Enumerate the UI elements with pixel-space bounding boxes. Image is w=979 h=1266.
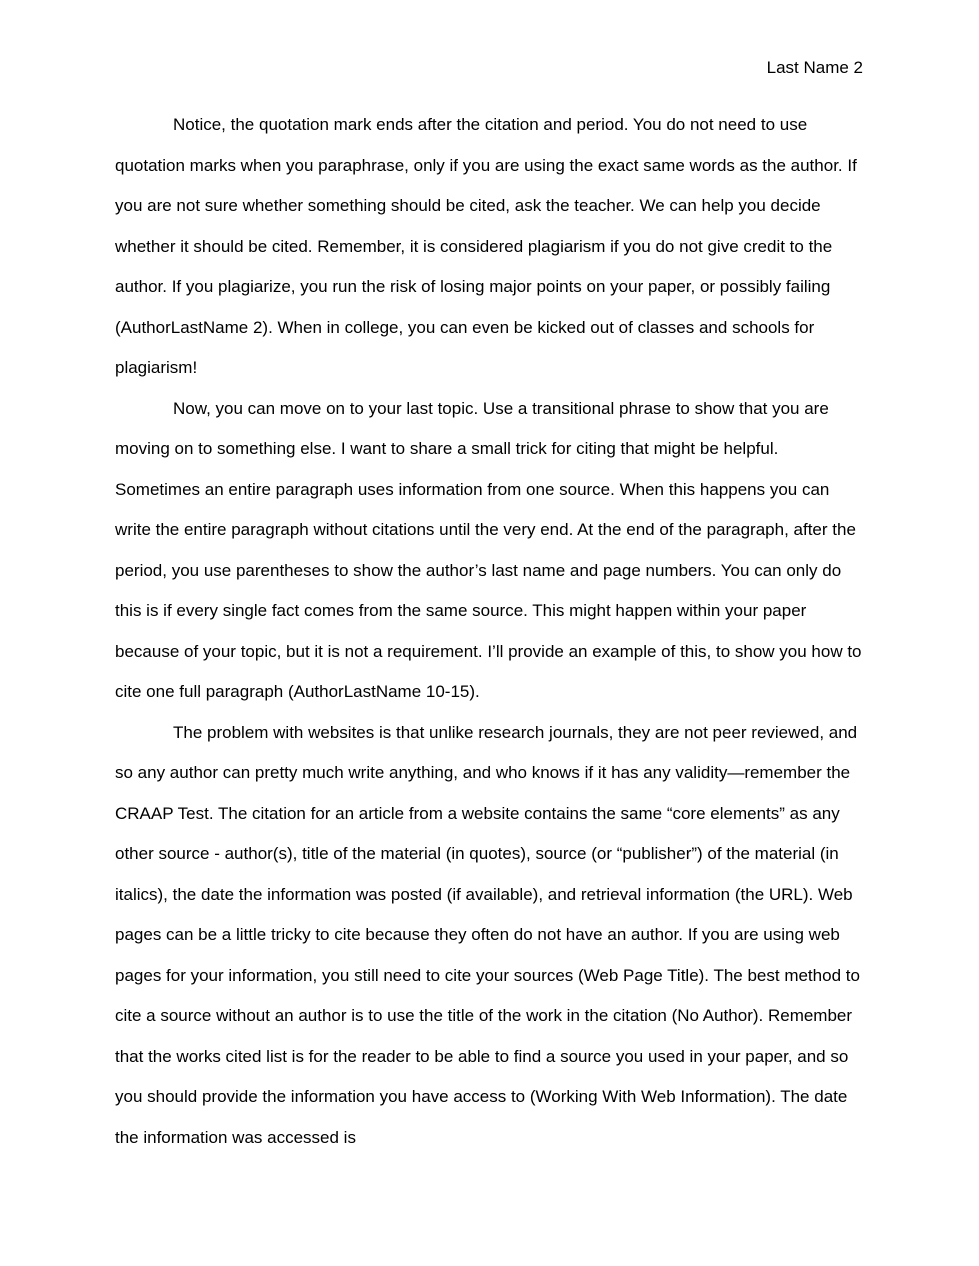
- paragraph-plagiarism: Notice, the quotation mark ends after the citation and period. You do not need to use quotation marks when you paraphrase, only if you are using the exact same words as the author. If you are not sure whether something should be cited, ask the teacher. We can help you decide whether it should be cited. Remember, it is considered plagiarism if you do not give credit to the author. If you plagiarize, you run the risk of losing major points on your paper, or possibly failing (AuthorLastName 2). When in college, you can even be kicked out of classes and schools for plagiarism!: [115, 115, 857, 377]
- paragraph-citing-trick: Now, you can move on to your last topic. Use a transitional phrase to show that you are moving on to something else. I want to share a small trick for citing that might be helpful. Sometimes an entire paragraph uses information from one source. When this happens you can write the entire paragraph without citations until the very end. At the end of the paragraph, after the period, you use parentheses to show the author’s last name and page numbers. You can only do this is if every single fact comes from the same source. This might happen within your paper because of your topic, but it is not a requirement. I’ll provide an example of this, to show you how to cite one full paragraph (AuthorLastName 10-15).: [115, 398, 862, 701]
- paragraph-websites: The problem with websites is that unlike research journals, they are not peer reviewed, and so any author can pretty much write anything, and who knows if it has any validity—remember the CRAAP Test. The citation for an article from a website contains the same “core elements” as any other source - author(s), title of the material (in quotes), source (or “publisher”) of the material (in italics), the date the information was posted (if available), and retrieval information (the URL). Web pages can be a little tricky to cite because they often do not have an author. If you are using web pages for your information, you still need to cite your sources (Web Page Title). The best method to cite a source without an author is to use the title of the work in the citation (No Author). Remember that the works cited list is for the reader to be able to find a source you used in your paper, and so you should provide the information you have access to (Working With Web Information). The date the information was accessed is: [115, 722, 860, 1147]
- running-header: Last Name 2: [766, 58, 863, 77]
- body-text: [115, 105, 865, 1158]
